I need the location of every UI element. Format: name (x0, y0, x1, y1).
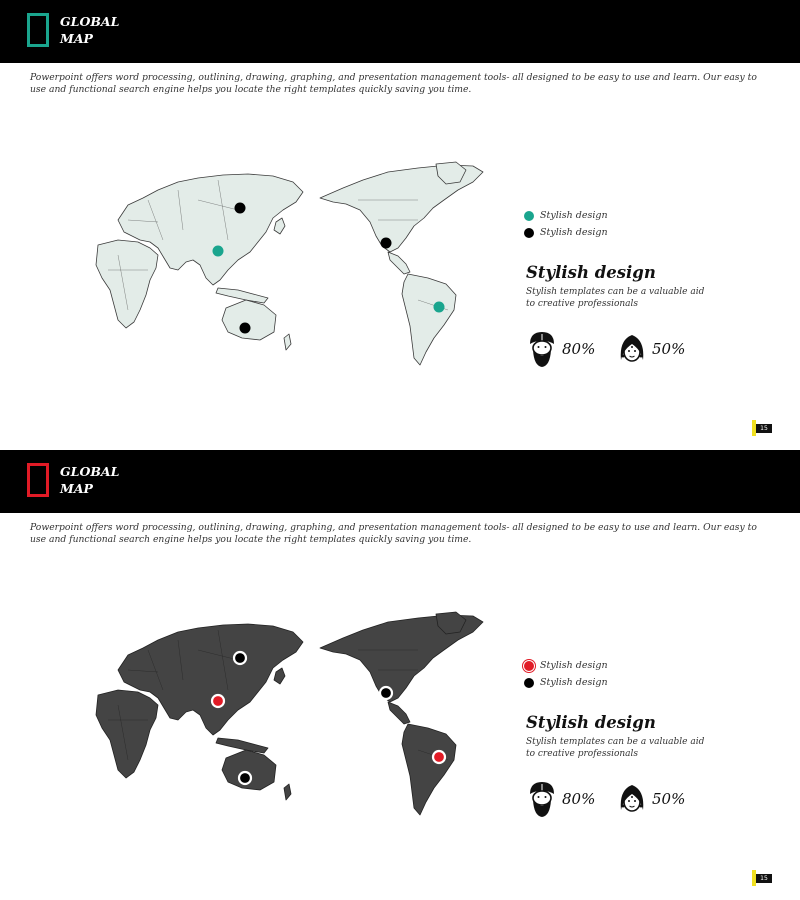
legend-label: Stylish design (540, 677, 608, 688)
legend-label: Stylish design (540, 660, 608, 671)
page-number (752, 870, 772, 886)
woman-icon (616, 780, 648, 818)
map-marker (240, 323, 251, 334)
map-marker (381, 238, 392, 249)
map-marker (212, 695, 224, 707)
slide-title (60, 463, 119, 497)
man-turban-icon (526, 330, 558, 368)
stat-man (526, 780, 595, 818)
stat-value: 50% (652, 340, 686, 358)
map-japan (274, 218, 285, 234)
slide-title (60, 13, 119, 47)
legend-item (524, 657, 608, 674)
map-indonesia (216, 288, 268, 303)
section-heading: Stylish design (526, 263, 656, 282)
map-south-america (402, 724, 456, 815)
map-nz (284, 334, 291, 350)
legend-dot (524, 228, 534, 238)
page-number (752, 420, 772, 436)
legend-dot (524, 211, 534, 221)
map-japan (274, 668, 285, 684)
map-marker (434, 302, 445, 313)
legend-dot (524, 661, 534, 671)
page-number-label: 15 (756, 874, 772, 883)
legend-item (524, 674, 608, 691)
section-heading: Stylish design (526, 713, 656, 732)
map-marker (380, 687, 392, 699)
slide-2 (0, 450, 800, 900)
legend-label: Stylish design (540, 210, 608, 221)
section-subtext: Stylish templates can be a valuable aid to creative professionals (526, 737, 705, 759)
legend-label: Stylish design (540, 227, 608, 238)
map-indonesia (216, 738, 268, 753)
map-marker (433, 751, 445, 763)
map-marker (213, 246, 224, 257)
map-marker (235, 203, 246, 214)
title-line-1: GLOBAL (60, 14, 120, 29)
map-marker (239, 772, 251, 784)
map-australia (222, 750, 276, 790)
legend (524, 207, 608, 241)
map-central-america (388, 252, 410, 274)
page-number-label: 15 (756, 424, 772, 433)
legend (524, 657, 608, 691)
map-central-america (388, 702, 410, 724)
stat-man (526, 330, 595, 368)
legend-item (524, 224, 608, 241)
man-turban-icon (526, 780, 558, 818)
section-subtext: Stylish templates can be a valuable aid to creative professionals (526, 287, 705, 309)
stat-value: 50% (652, 790, 686, 808)
legend-dot (524, 678, 534, 688)
stat-woman (616, 330, 685, 368)
world-map (88, 160, 498, 375)
stat-value: 80% (562, 340, 596, 358)
slide-header (0, 0, 800, 63)
description: Powerpoint offers word processing, outlining, drawing, graphing, and presentation management tools- all designed to be easy to use and learn. Our easy to use and functional search engine helps you locate the right templates quickly saving you time. (30, 522, 757, 545)
world-map (88, 610, 498, 825)
map-africa (96, 690, 158, 778)
title-marker (27, 13, 49, 47)
title-line-1: GLOBAL (60, 464, 120, 479)
map-africa (96, 240, 158, 328)
stat-value: 80% (562, 790, 596, 808)
title-marker (27, 463, 49, 497)
woman-icon (616, 330, 648, 368)
title-line-2: MAP (60, 481, 93, 496)
map-australia (222, 300, 276, 340)
stat-woman (616, 780, 685, 818)
description: Powerpoint offers word processing, outlining, drawing, graphing, and presentation management tools- all designed to be easy to use and learn. Our easy to use and functional search engine helps you locate the right templates quickly saving you time. (30, 72, 757, 95)
map-south-america (402, 274, 456, 365)
slide-header (0, 450, 800, 513)
title-line-2: MAP (60, 31, 93, 46)
map-marker (234, 652, 246, 664)
map-nz (284, 784, 291, 800)
legend-item (524, 207, 608, 224)
